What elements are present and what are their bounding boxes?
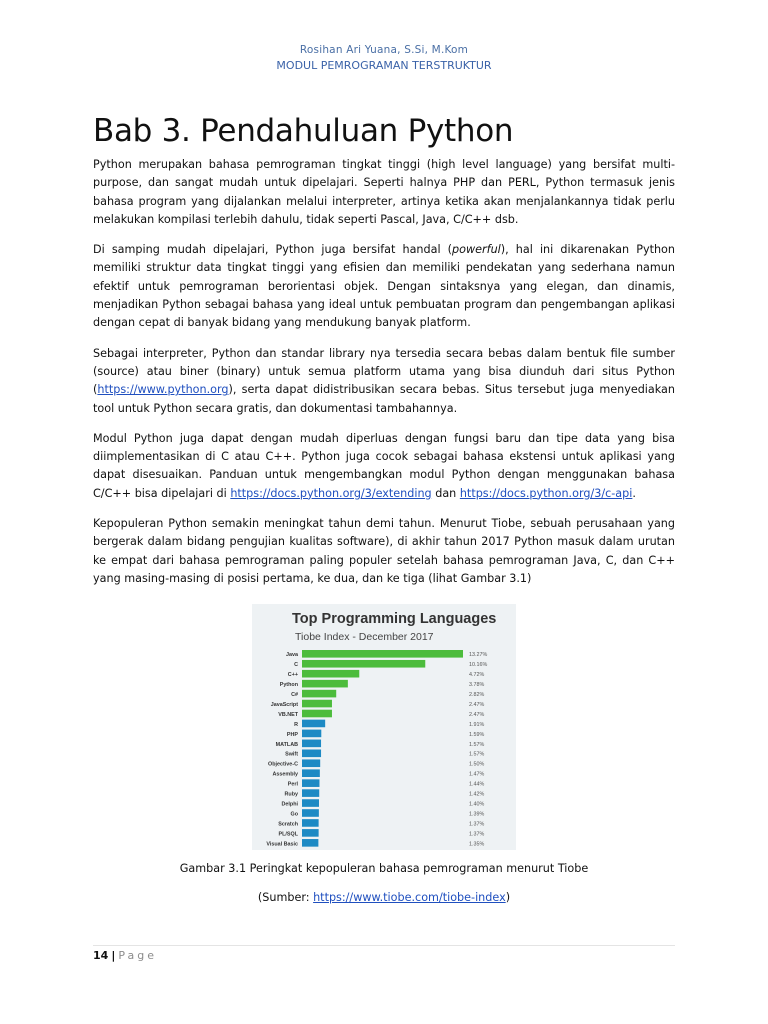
bar-label-ruby: Ruby (284, 791, 298, 798)
bar-c (302, 670, 359, 678)
bar-label-c: C++ (287, 672, 298, 679)
value-label-perl: 1.44% (469, 781, 485, 788)
value-label-go: 1.39% (469, 811, 485, 818)
bar-label-c: C# (291, 692, 298, 698)
source-prefix: (Sumber: (257, 891, 314, 904)
bar-label-matlab: MATLAB (275, 741, 298, 748)
value-label-matlab: 1.57% (469, 741, 485, 748)
bar-javascript (302, 700, 332, 708)
extending-link[interactable]: https://docs.python.org/3/extending (230, 486, 432, 500)
figure-caption: Gambar 3.1 Peringkat kepopuleran bahasa pemrograman menurut Tiobe (179, 862, 589, 875)
bar-swift (302, 750, 321, 758)
paragraph-2-part-b: ), hal ini dikarenakan Python memiliki struktur data tingkat tinggi yang efisien dan memiliki pendekatan yang sederhana namun efektif untuk pemrograman berorientasi objek. Dengan sintaksnya yang elegan, dan dinamis, menjadikan Python sebagai bahasa yang ideal untuk pembuatan program dan pengembangan aplikasi dengan cepat di banyak bidang yang mendukung banyak platform. (93, 243, 675, 330)
footer (93, 949, 157, 962)
value-label-visual-basic: 1.35% (469, 841, 485, 848)
bar-perl (302, 779, 319, 787)
bar-assembly (302, 769, 320, 777)
c-api-link[interactable]: https://docs.python.org/3/c-api (459, 486, 633, 500)
page-separator: | (111, 949, 116, 962)
value-label-scratch: 1.37% (469, 821, 485, 828)
bar-objective-c (302, 759, 320, 767)
paragraph-3 (93, 345, 675, 418)
bar-label-delphi: Delphi (281, 801, 298, 808)
bar-label-visual-basic: Visual Basic (266, 841, 298, 848)
page-number: 14 (93, 949, 109, 962)
value-label-swift: 1.57% (469, 751, 485, 758)
tiobe-index-link[interactable]: https://www.tiobe.com/tiobe-index (313, 891, 506, 904)
paragraph-3-part-b: ), serta dapat didistribusikan secara bebas. Situs tersebut juga menyediakan tool untuk Python secara gratis, dan dokumentasi tambahannya. (93, 383, 675, 415)
bar-c (302, 690, 336, 698)
value-label-ruby: 1.42% (469, 791, 485, 798)
bar-label-assembly: Assembly (272, 771, 298, 778)
page-label: Page (118, 949, 157, 962)
python-org-link[interactable]: https://www.python.org (97, 383, 229, 397)
bar-label-perl: Perl (287, 781, 298, 788)
bar-pl-sql (302, 829, 319, 837)
tiobe-chart-figure (252, 604, 516, 850)
value-label-pl-sql: 1.37% (469, 831, 485, 838)
bar-php (302, 730, 321, 738)
header-module: MODUL PEMROGRAMAN TERSTRUKTUR (276, 59, 492, 72)
value-label-python: 3.78% (469, 682, 485, 689)
bar-label-javascript: JavaScript (270, 701, 298, 708)
paragraph-2-emphasis: powerful (452, 243, 501, 257)
bar-label-java: Java (286, 652, 298, 659)
chapter-title: Bab 3. Pendahuluan Python (93, 112, 514, 149)
paragraph-2-part-a: Di samping mudah dipelajari, Python juga bersifat handal ( (93, 243, 453, 257)
bar-matlab (302, 740, 321, 748)
footer-rule (93, 945, 675, 946)
bar-label-scratch: Scratch (278, 821, 298, 828)
value-label-objective-c: 1.50% (469, 761, 485, 768)
paragraph-1: Python merupakan bahasa pemrograman tingkat tinggi (high level language) yang bersifat multi-purpose, dan sangat mudah untuk dipelajari. Seperti halnya PHP dan PERL, Python termasuk jenis bahasa program yang dijalankan melalui interpreter, artinya ketika akan menjalankannya tidak perlu melakukan kompilasi terlebih dahulu, tidak seperti Pascal, Java, C/C++ dsb. (93, 158, 675, 226)
bar-ruby (302, 789, 319, 797)
chart-subtitle: Tiobe Index - December 2017 (295, 631, 434, 643)
bar-label-python: Python (279, 682, 298, 689)
value-label-php: 1.59% (469, 731, 485, 738)
header-author: Rosihan Ari Yuana, S.Si, M.Kom (299, 44, 469, 56)
bar-label-php: PHP (286, 731, 298, 738)
paragraph-2 (93, 241, 675, 332)
value-label-c: 2.82% (469, 692, 485, 698)
value-label-r: 1.91% (469, 721, 485, 728)
bar-c (302, 660, 425, 668)
paragraph-4 (93, 430, 675, 503)
chart-bars (266, 650, 487, 847)
bar-label-pl-sql: PL/SQL (278, 831, 298, 838)
bar-label-swift: Swift (285, 751, 298, 758)
bar-label-go: Go (290, 811, 298, 818)
bar-visual-basic (302, 839, 318, 847)
bar-java (302, 650, 463, 658)
paragraph-4-end: . (632, 486, 636, 500)
bar-scratch (302, 819, 319, 827)
bar-label-vb-net: VB.NET (278, 711, 298, 718)
value-label-delphi: 1.40% (469, 801, 485, 808)
body-text (93, 156, 675, 600)
value-label-c: 4.72% (469, 672, 485, 679)
bar-delphi (302, 799, 319, 807)
paragraph-4-mid: dan (431, 486, 460, 500)
bar-python (302, 680, 348, 688)
paragraph-4-part-a: Modul Python juga dapat dengan mudah diperluas dengan fungsi baru dan tipe data yang bisa diimplementasikan di C atau C++. Python juga cocok sebagai bahasa ekstensi untuk aplikasi yang dapat disesuaikan. Panduan untuk mengembangkan modul Python dengan menggunakan bahasa C/C++ bisa dipelajari di (93, 431, 675, 500)
source-suffix: ) (505, 891, 511, 904)
value-label-assembly: 1.47% (469, 771, 485, 778)
paragraph-3-part-a: Sebagai interpreter, Python dan standar library nya tersedia secara bebas dalam bentuk file sumber (source) atau biner (binary) untuk semua platform utama yang bisa diunduh dari situs Python ( (93, 346, 675, 397)
bar-r (302, 720, 325, 728)
bar-vb-net (302, 710, 332, 718)
bar-label-objective-c: Objective-C (268, 761, 298, 768)
value-label-java: 13.27% (469, 652, 488, 659)
value-label-vb-net: 2.47% (469, 711, 485, 718)
figure-source (0, 891, 768, 904)
bar-label-r: R (294, 721, 298, 728)
paragraph-5: Kepopuleran Python semakin meningkat tahun demi tahun. Menurut Tiobe, sebuah perusahaan yang bergerak dalam bidang pengujian kualitas software), di akhir tahun 2017 Python masuk dalam urutan ke empat dari bahasa pemrograman paling populer setelah bahasa pemrograman Java, C, dan C++ yang masing-masing di posisi pertama, ke dua, dan ke tiga (lihat Gambar 3.1) (93, 517, 675, 585)
value-label-javascript: 2.47% (469, 701, 485, 708)
value-label-c: 10.16% (469, 662, 488, 669)
tiobe-chart (252, 604, 516, 850)
bar-go (302, 809, 319, 817)
chart-title: Top Programming Languages (292, 611, 497, 627)
bar-label-c: C (294, 662, 298, 669)
